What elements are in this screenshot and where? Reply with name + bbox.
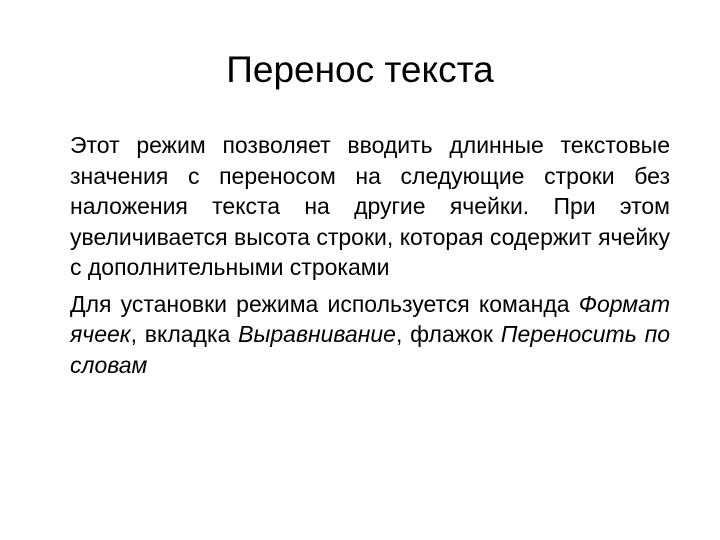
format-cells-command: Формат ячеек bbox=[70, 290, 671, 347]
slide-title: Перенос текста bbox=[226, 49, 494, 90]
paragraph-description: Этот режим позволяет вводить длинные текстовые значения с переносом на следующие строки без наложения текста на другие ячейки. При этом увеличивается высота строки, которая содержит ячейку с дополнительными строками bbox=[70, 132, 670, 280]
instructions-intro: Для установки режима используется команда bbox=[70, 290, 570, 317]
paragraph-instructions bbox=[70, 289, 670, 381]
slide-body bbox=[70, 130, 670, 380]
tab-connector: , вкладка bbox=[130, 321, 231, 347]
wrap-words-checkbox-name: Переносить по словам bbox=[70, 321, 671, 378]
alignment-tab-name: Выравнивание bbox=[238, 321, 396, 347]
checkbox-connector: , флажок bbox=[395, 321, 493, 347]
